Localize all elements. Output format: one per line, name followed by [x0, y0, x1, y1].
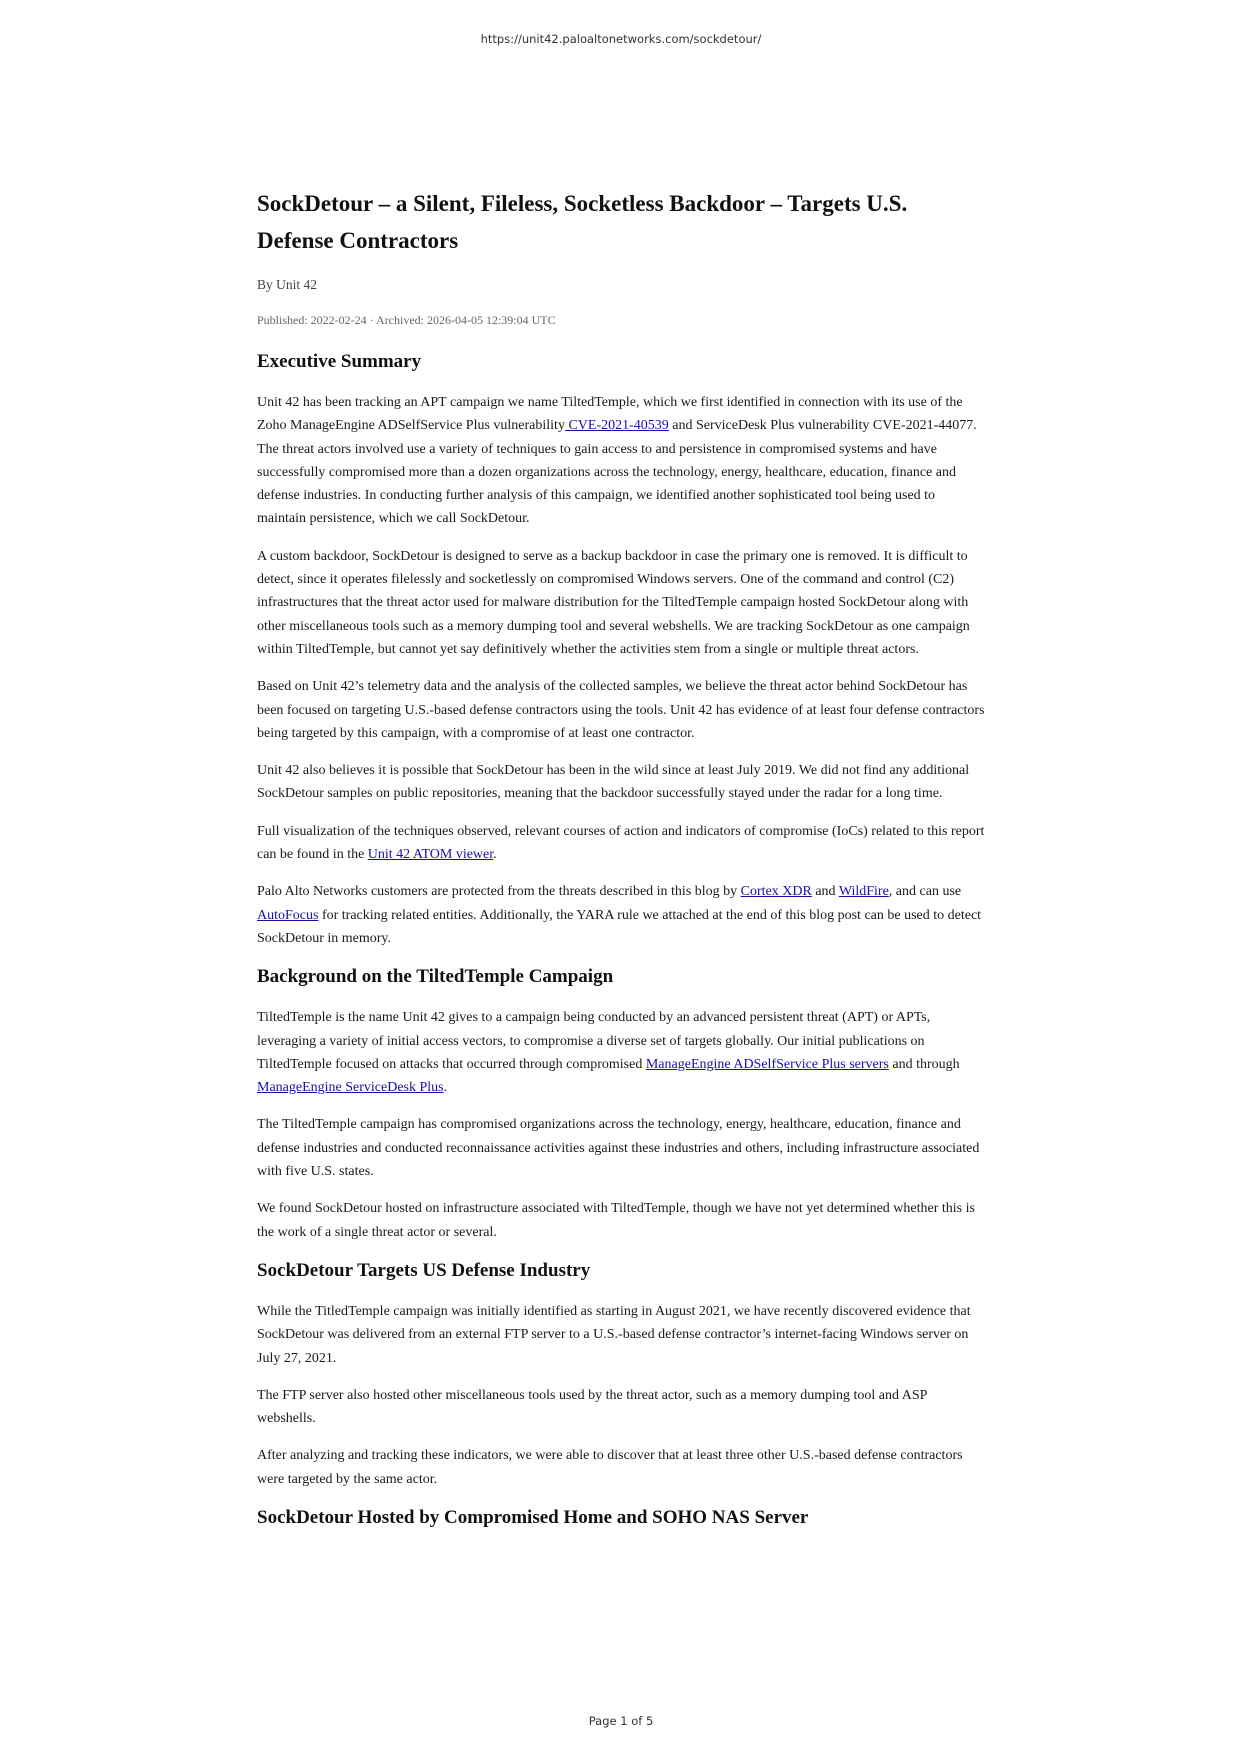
- paragraph: The FTP server also hosted other miscellaneous tools used by the threat actor, such as a memory dumping tool and ASP webshells.: [257, 1387, 927, 1427]
- section-heading-targets: SockDetour Targets US Defense Industry: [257, 1259, 591, 1281]
- paragraph: Palo Alto Networks customers are protected from the threats described in this blog by Cortex XDR and WildFire, and can use AutoFocus for tracking related entities. Additionally, the YARA rule we attached at the end of this blog post can be used to detect SockDetour in memory.: [257, 884, 982, 946]
- paragraph: The TiltedTemple campaign has compromised organizations across the technology, energy, healthcare, education, finance and defense industries and conducted reconnaissance activities against these industries and others, including infrastructure associated with five U.S. states.: [257, 1117, 980, 1180]
- section-heading-background: Background on the TiltedTemple Campaign: [257, 966, 614, 988]
- paragraph: Unit 42 has been tracking an APT campaign we name TiltedTemple, which we first identified in connection with its use of the Zoho ManageEngine ADSelfService Plus vulnerability CVE-2021-40539 and ServiceDesk Plus vulnerability CVE-2021-44077. The threat actors involved use a variety of techniques to gain access to and persistence in compromised systems and have successfully compromised more than a dozen organizations across the technology, energy, healthcare, education, finance and defense industries. In conducting further analysis of this campaign, we identified another sophisticated tool being used to maintain persistence, which we call SockDetour.: [257, 395, 977, 527]
- page-number: Page 1 of 5: [588, 1714, 654, 1728]
- paragraph: While the TitledTemple campaign was initially identified as starting in August 2021, we have recently discovered evidence that SockDetour was delivered from an external FTP server to a U.S.-based defense contractor’s internet-facing Windows server on July 27, 2021.: [257, 1303, 971, 1366]
- paragraph: After analyzing and tracking these indicators, we were able to discover that at least three other U.S.-based defense contractors were targeted by the same actor.: [257, 1448, 963, 1487]
- page-url-header: https://unit42.paloaltonetworks.com/sockdetour/: [480, 32, 762, 46]
- paragraph: Full visualization of the techniques observed, relevant courses of action and indicators of compromise (IoCs) related to this report can be found in the Unit 42 ATOM viewer.: [257, 823, 985, 863]
- adselfservice-link[interactable]: ManageEngine ADSelfService Plus servers: [645, 1056, 889, 1072]
- paragraph: Based on Unit 42’s telemetry data and the analysis of the collected samples, we believe the threat actor behind SockDetour has been focused on targeting U.S.-based defense contractors using the tools. Unit 42 has evidence of at least four defense contractors being targeted by this campaign, with a compromise of at least one contractor.: [257, 679, 985, 741]
- paragraph: We found SockDetour hosted on infrastructure associated with TiltedTemple, though we have not yet determined whether this is the work of a single threat actor or several.: [257, 1201, 975, 1240]
- atom-viewer-link[interactable]: Unit 42 ATOM viewer: [367, 847, 494, 863]
- article-meta: Published: 2022-02-24 · Archived: 2026-04-05 12:39:04 UTC: [257, 313, 556, 327]
- wildfire-link[interactable]: WildFire: [838, 884, 889, 900]
- section-heading-hosted: SockDetour Hosted by Compromised Home and SOHO NAS Server: [257, 1506, 809, 1528]
- paragraph: A custom backdoor, SockDetour is designed to serve as a backup backdoor in case the primary one is removed. It is difficult to detect, since it operates filelessly and socketlessly on compromised Windows servers. One of the command and control (C2) infrastructures that the threat actor used for malware distribution for the TiltedTemple campaign hosted SockDetour along with other miscellaneous tools such as a memory dumping tool and several webshells. We are tracking SockDetour as one campaign within TiltedTemple, but cannot yet say definitively whether the activities stem from a single or multiple threat actors.: [257, 548, 970, 657]
- article-title: SockDetour – a Silent, Fileless, Socketless Backdoor – Targets U.S. Defense Contractors: [257, 191, 908, 253]
- paragraph: Unit 42 also believes it is possible that SockDetour has been in the wild since at least July 2019. We did not find any additional SockDetour samples on public repositories, meaning that the backdoor successfully stayed under the radar for a long time.: [257, 763, 970, 802]
- section-heading-executive-summary: Executive Summary: [257, 351, 422, 372]
- paragraph: TiltedTemple is the name Unit 42 gives to a campaign being conducted by an advanced persistent threat (APT) or APTs, leveraging a variety of initial access vectors, to compromise a diverse set of targets globally. Our initial publications on TiltedTemple focused on attacks that occurred through compromised ManageEngine ADSelfService Plus servers and through ManageEngine ServiceDesk Plus.: [257, 1010, 960, 1096]
- article-byline: By Unit 42: [257, 277, 318, 292]
- article: [257, 185, 987, 1547]
- autofocus-link[interactable]: AutoFocus: [257, 907, 319, 923]
- cve-2021-40539-link[interactable]: CVE-2021-40539: [564, 418, 669, 434]
- servicedesk-link[interactable]: ManageEngine ServiceDesk Plus: [257, 1080, 444, 1096]
- cortex-xdr-link[interactable]: Cortex XDR: [740, 884, 812, 900]
